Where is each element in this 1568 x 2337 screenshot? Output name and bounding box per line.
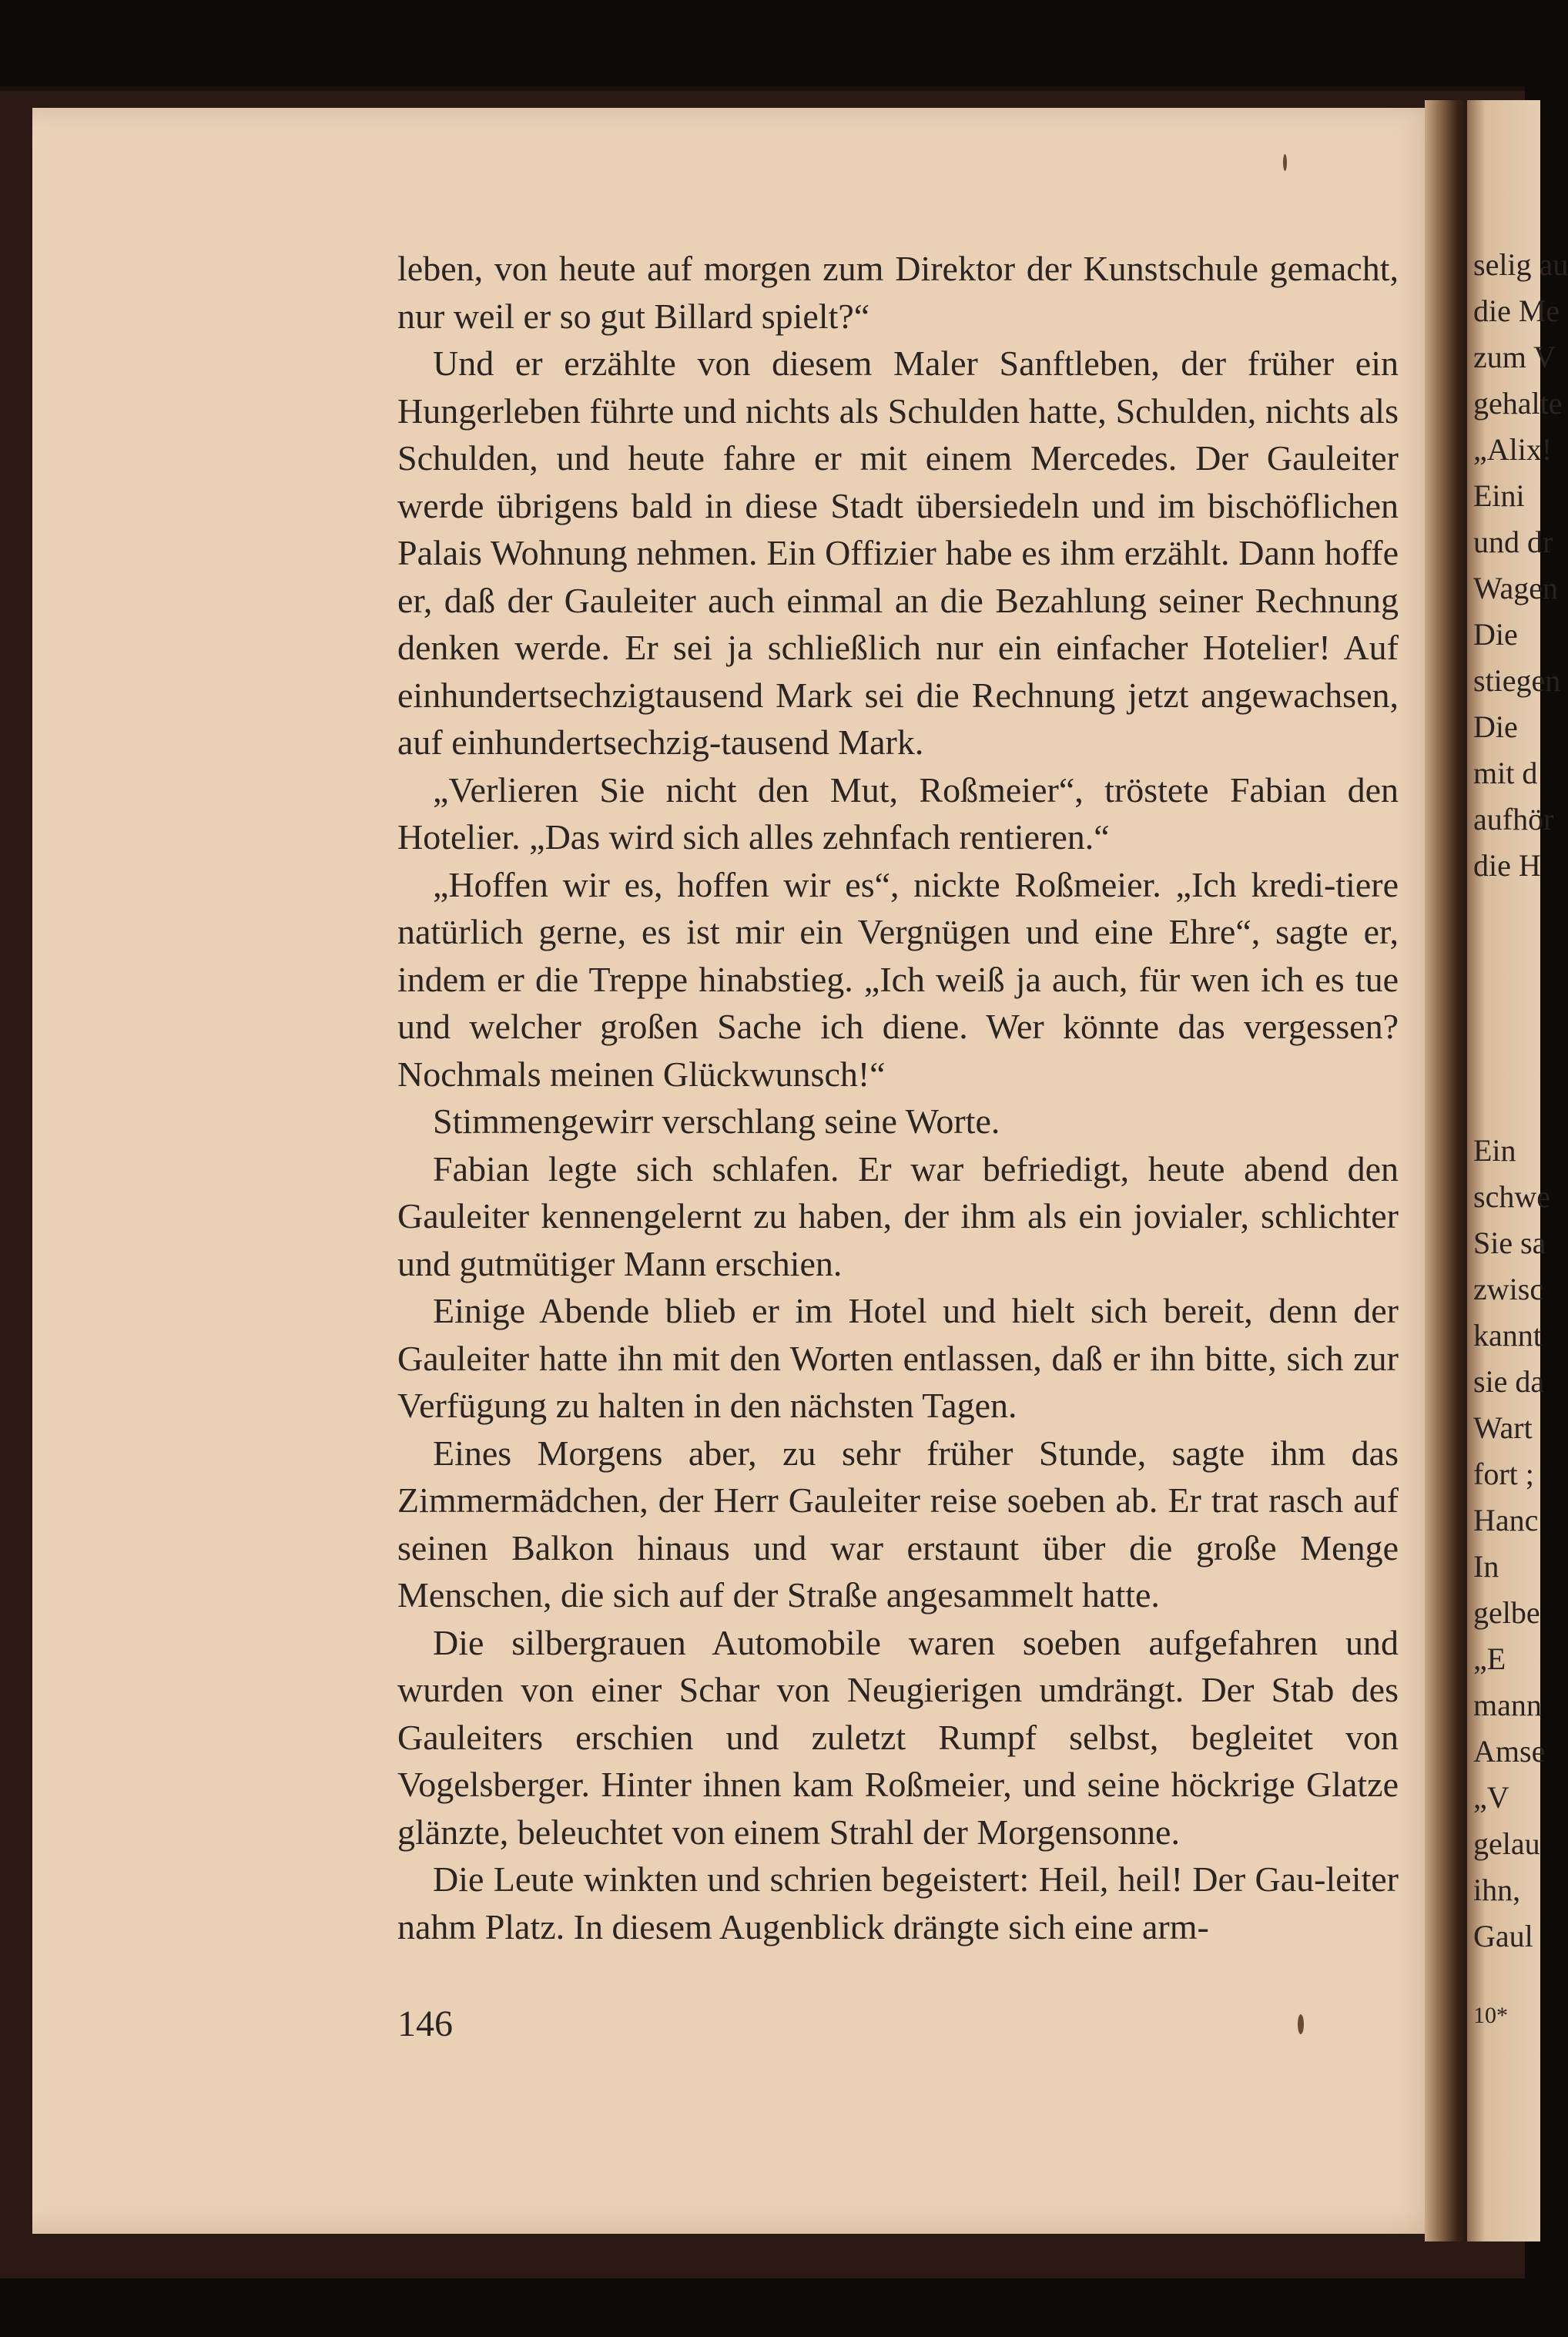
facing-page-fragment: Die (1473, 709, 1518, 744)
facing-page-fragment: Ein (1473, 1133, 1516, 1168)
facing-page-fragment: kannt (1473, 1318, 1542, 1353)
facing-page-fragment: schwe (1473, 1179, 1550, 1214)
paragraph: Die Leute winkten und schrien begeistert: Heil, heil! Der Gau-leiter nahm Platz. In diesem Augenblick drängte sich eine arm- (397, 1859, 1399, 1946)
paragraph: leben, von heute auf morgen zum Direktor der Kunstschule gemacht, nur weil er so gut Billard spielt?“ (397, 249, 1399, 336)
facing-page-fragment: Eini (1473, 478, 1525, 513)
facing-page-fragment: Hanc (1473, 1503, 1539, 1537)
facing-page-fragment: fort ; (1473, 1457, 1534, 1491)
facing-page-fragment: „E (1473, 1641, 1506, 1676)
paragraph: Stimmengewirr verschlang seine Worte. (433, 1101, 1000, 1141)
facing-page-fragment: sie da (1473, 1364, 1545, 1399)
page-body-text (397, 245, 1399, 1950)
paragraph: „Verlieren Sie nicht den Mut, Roßmeier“, tröstete Fabian den Hotelier. „Das wird sich alles zehnfach rentieren.“ (397, 770, 1399, 857)
facing-page-fragment: mit d (1473, 756, 1538, 790)
paragraph: Eines Morgens aber, zu sehr früher Stunde, sagte ihm das Zimmermädchen, der Herr Gauleiter reise soeben ab. Er trat rasch auf seinen Balkon hinaus und war erstaunt über die große Menge Menschen, die sich auf der Straße angesammelt hatte. (397, 1433, 1399, 1614)
paper-speck (1283, 154, 1287, 171)
facing-page-fragment: Wagen (1473, 571, 1559, 605)
facing-page-fragment: Die (1473, 617, 1518, 652)
facing-page-fragment: 10* (1473, 2003, 1508, 2028)
facing-page-fragment: gelau (1473, 1826, 1540, 1861)
facing-page-fragment: die H (1473, 848, 1541, 883)
facing-page-fragment: die Me (1473, 293, 1560, 328)
facing-page-fragment: und dr (1473, 525, 1553, 559)
facing-page-fragment: zwisc (1473, 1272, 1544, 1306)
facing-page-fragment: mann (1473, 1688, 1542, 1722)
book-gutter (1425, 100, 1471, 2241)
facing-page-fragment: zum V (1473, 340, 1556, 374)
facing-page-fragment: selig au (1473, 247, 1568, 282)
facing-page-fragment: Amse (1473, 1734, 1546, 1769)
paper-speck (1298, 2014, 1304, 2034)
facing-page-fragment: Gaul (1473, 1919, 1533, 1953)
paragraph: Und er erzählte von diesem Maler Sanftleben, der früher ein Hungerleben führte und nichts als Schulden hatte, Schulden, nichts als Schulden, und heute fahre er mit einem Mercedes. Der Gauleiter werde übrigens bald in diese Stadt übersiedeln und im bischöflichen Palais Wohnung nehmen. Ein Offizier habe es ihm erzählt. Dann hoffe er, daß der Gauleiter auch einmal an die Bezahlung seiner Rechnung denken werde. Er sei ja schließlich nur ein einfacher Hotelier! Auf einhundertsechzigtausend Mark sei die Rechnung jetzt angewachsen, auf einhundertsechzig-tausend Mark. (397, 344, 1399, 762)
facing-page-fragment: In (1473, 1549, 1499, 1584)
facing-page-fragment: Sie sa (1473, 1226, 1546, 1260)
facing-page-fragment: ihn, (1473, 1873, 1521, 1907)
facing-page-fragment: aufhör (1473, 802, 1554, 837)
facing-page-fragment: „Alix! (1473, 432, 1553, 467)
facing-page-fragment: gelbe (1473, 1595, 1540, 1630)
paragraph: „Hoffen wir es, hoffen wir es“, nickte Roßmeier. „Ich kredi-tiere natürlich gerne, es ist mir ein Vergnügen und eine Ehre“, sagte er, indem er die Treppe hinabstieg. „Ich weiß ja auch, für wen ich es tue und welcher großen Sache ich diene. Wer könnte das vergessen? Nochmals meinen Glückwunsch!“ (397, 864, 1399, 1094)
paragraph: Die silbergrauen Automobile waren soeben aufgefahren und wurden von einer Schar von Neugierigen umdrängt. Der Stab des Gauleiters erschien und zuletzt Rumpf selbst, begleitet von Vogelsberger. Hinter ihnen kam Roßmeier, und seine höckrige Glatze glänzte, beleuchtet von einem Strahl der Morgensonne. (397, 1622, 1399, 1852)
facing-page-fragment: Wart (1473, 1410, 1533, 1445)
paragraph: Fabian legte sich schlafen. Er war befriedigt, heute abend den Gauleiter kennengelernt zu haben, der ihm als ein jovialer, schlichter und gutmütiger Mann erschien. (397, 1148, 1399, 1283)
facing-page-fragment: gehalte (1473, 386, 1563, 421)
facing-page-edge (1467, 100, 1568, 2241)
paragraph: Einige Abende blieb er im Hotel und hielt sich bereit, denn der Gauleiter hatte ihn mit den Worten entlassen, daß er ihn bitte, sich zur Verfügung zu halten in den nächsten Tagen. (397, 1291, 1399, 1425)
facing-page-fragment: „V (1473, 1780, 1509, 1815)
page-number: 146 (397, 2003, 453, 2044)
facing-page-fragment: stiegen (1473, 663, 1561, 698)
